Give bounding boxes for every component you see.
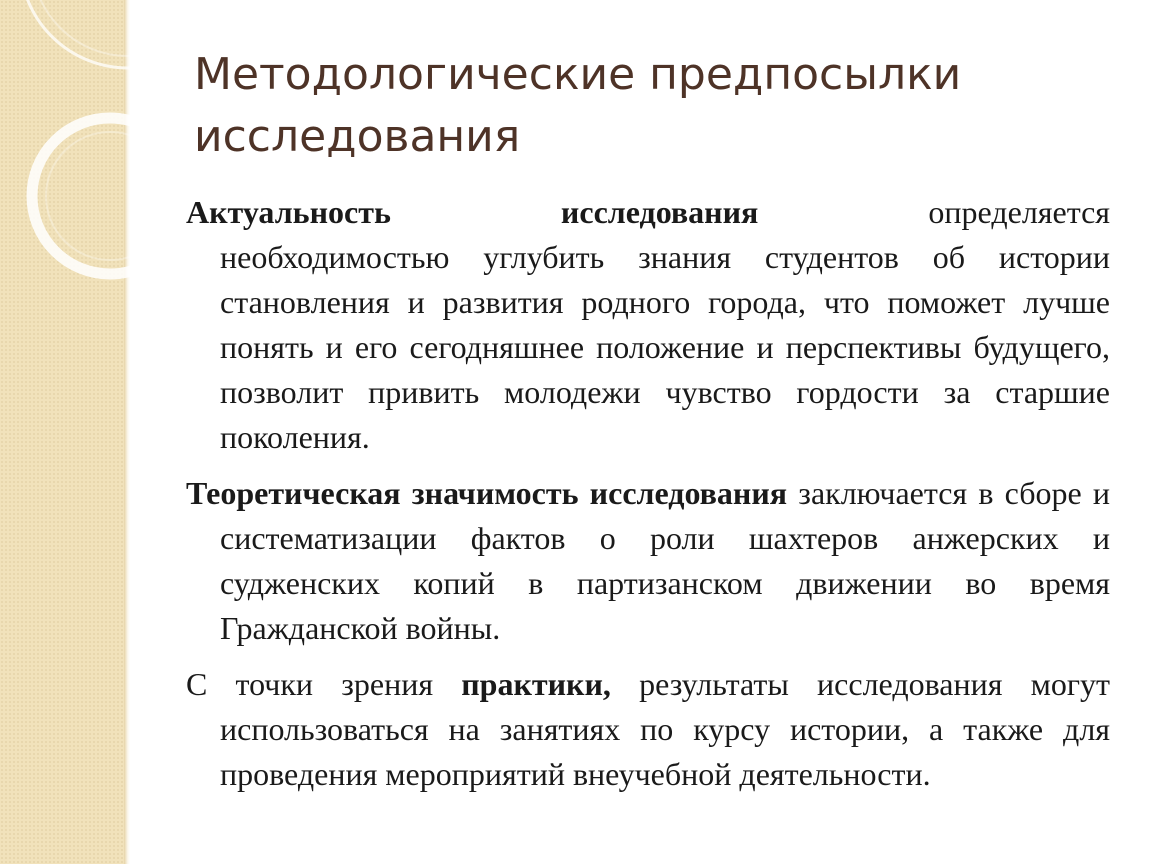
relevance-text: необходимостью углубить знания студентов об истории становления и развития родного города, что поможет лучше понять и его сегодняшнее положение и перспективы будущего, позволит привить молодежи чувство гордости за старшие поколения. <box>220 239 1110 455</box>
relevance-bold-word-1: Актуальность <box>186 194 391 230</box>
relevance-bold-word-2: исследования <box>560 194 759 230</box>
slide-body <box>186 190 1110 808</box>
paragraph-theoretical-significance <box>186 471 1110 651</box>
paragraph-relevance-first-line <box>186 190 1110 235</box>
practical-prefix: С точки зрения <box>186 666 462 702</box>
theoretical-text: заключается в сборе и систематизации фактов о роли шахтеров анжерских и судженских копий в партизанском движении во время Гражданской войны. <box>220 475 1111 646</box>
slide-title <box>194 44 1094 168</box>
decorative-circles <box>0 0 180 300</box>
practical-bold: практики, <box>461 666 611 702</box>
relevance-lead-word: определяется <box>928 194 1110 230</box>
paragraph-relevance <box>186 190 1110 460</box>
practical-text: результаты исследования могут использоваться на занятиях по курсу истории, а также для проведения мероприятий внеучебной деятельности. <box>220 666 1110 792</box>
title-line-1: Методологические предпосылки <box>194 49 962 100</box>
paragraph-practical-significance <box>186 662 1110 797</box>
theoretical-bold: Теоретическая значимость исследования <box>186 475 788 511</box>
title-line-2: исследования <box>194 111 521 162</box>
